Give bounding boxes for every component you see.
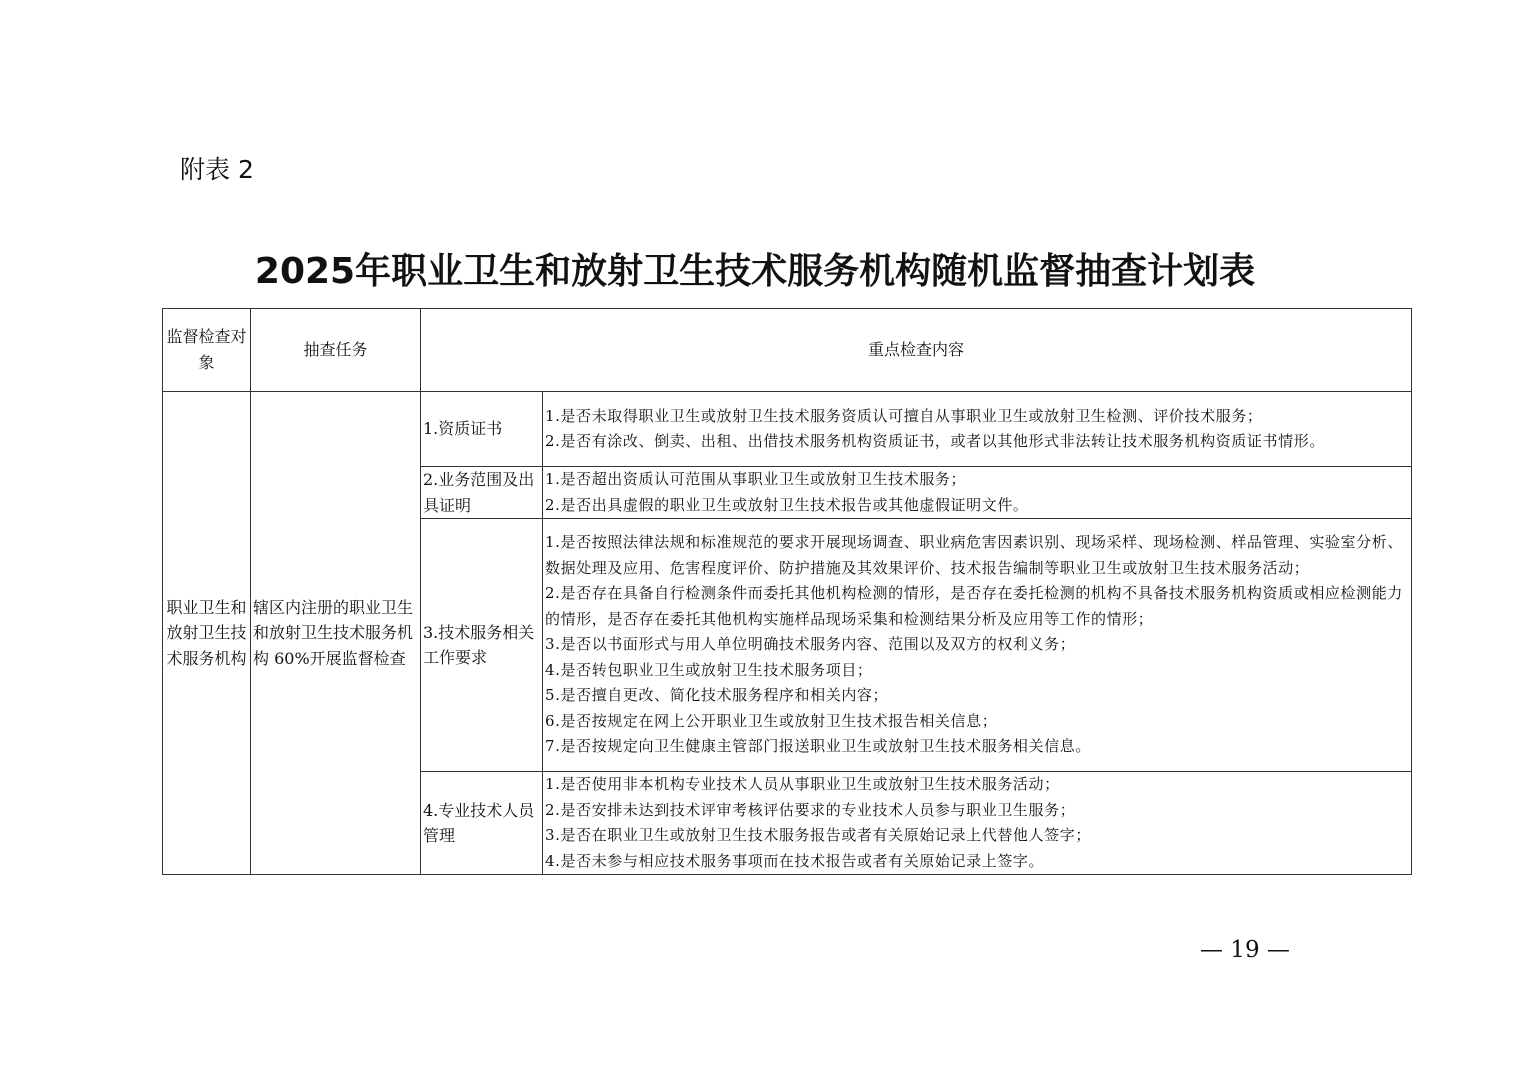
item-content (543, 772, 1412, 875)
content-line: 1.是否使用非本机构专业技术人员从事职业卫生或放射卫生技术服务活动； (545, 775, 1060, 793)
item-content (543, 519, 1412, 772)
inspection-plan-table (162, 308, 1412, 875)
content-line: 3.是否以书面形式与用人单位明确技术服务内容、范围以及双方的权利义务； (545, 635, 1076, 654)
task-cell: 辖区内注册的职业卫生和放射卫生技术服务机构 60%开展监督检查 (251, 392, 421, 875)
page-number: — 19 — (1200, 937, 1290, 963)
content-line: 4.是否转包职业卫生或放射卫生技术服务项目； (545, 660, 873, 679)
content-line: 2.是否存在具备自行检测条件而委托其他机构检测的情形，是否存在委托检测的机构不具备技术服务机构资质或相应检测能力的情形，是否存在委托其他机构实施样品现场采集和检测结果分析及应用等工作的情形； (545, 584, 1403, 628)
content-line: 6.是否按规定在网上公开职业卫生或放射卫生技术报告相关信息； (545, 711, 998, 730)
header-content: 重点检查内容 (421, 309, 1412, 392)
content-line: 4.是否未参与相应技术服务事项而在技术报告或者有关原始记录上签字。 (545, 851, 1045, 870)
item-label: 1.资质证书 (421, 392, 543, 467)
content-line: 2.是否安排未达到技术评审考核评估要求的专业技术人员参与职业卫生服务； (545, 800, 1076, 819)
content-line: 2.是否有涂改、倒卖、出租、出借技术服务机构资质证书，或者以其他形式非法转让技术服务机构资质证书情形。 (545, 432, 1325, 450)
content-line: 1.是否超出资质认可范围从事职业卫生或放射卫生技术服务； (545, 470, 967, 488)
item-label: 4.专业技术人员管理 (421, 772, 543, 875)
content-line: 1.是否未取得职业卫生或放射卫生技术服务资质认可擅自从事职业卫生或放射卫生检测、评价技术服务； (545, 406, 1263, 425)
item-label: 2.业务范围及出具证明 (421, 467, 543, 519)
item-content (543, 467, 1412, 519)
document-title: 2025年职业卫生和放射卫生技术服务机构随机监督抽查计划表 (254, 251, 1256, 292)
table-header-row (163, 309, 1412, 392)
content-line: 7.是否按规定向卫生健康主管部门报送职业卫生或放射卫生技术服务相关信息。 (545, 737, 1091, 756)
content-line: 5.是否擅自更改、简化技术服务程序和相关内容； (545, 686, 889, 705)
item-label: 3.技术服务相关工作要求 (421, 519, 543, 772)
header-task: 抽查任务 (251, 309, 421, 392)
table-row (163, 392, 1412, 467)
item-content (543, 392, 1412, 467)
content-line: 3.是否在职业卫生或放射卫生技术服务报告或者有关原始记录上代替他人签字； (545, 826, 1091, 844)
appendix-label: 附表 2 (180, 155, 254, 184)
target-cell: 职业卫生和放射卫生技术服务机构 (163, 392, 251, 875)
content-line: 2.是否出具虚假的职业卫生或放射卫生技术报告或其他虚假证明文件。 (545, 495, 1029, 514)
header-target: 监督检查对象 (163, 309, 251, 392)
content-line: 1.是否按照法律法规和标准规范的要求开展现场调查、职业病危害因素识别、现场采样、现场检测、样品管理、实验室分析、数据处理及应用、危害程度评价、防护措施及其效果评价、技术报告编制等职业卫生或放射卫生技术服务活动； (545, 533, 1403, 577)
